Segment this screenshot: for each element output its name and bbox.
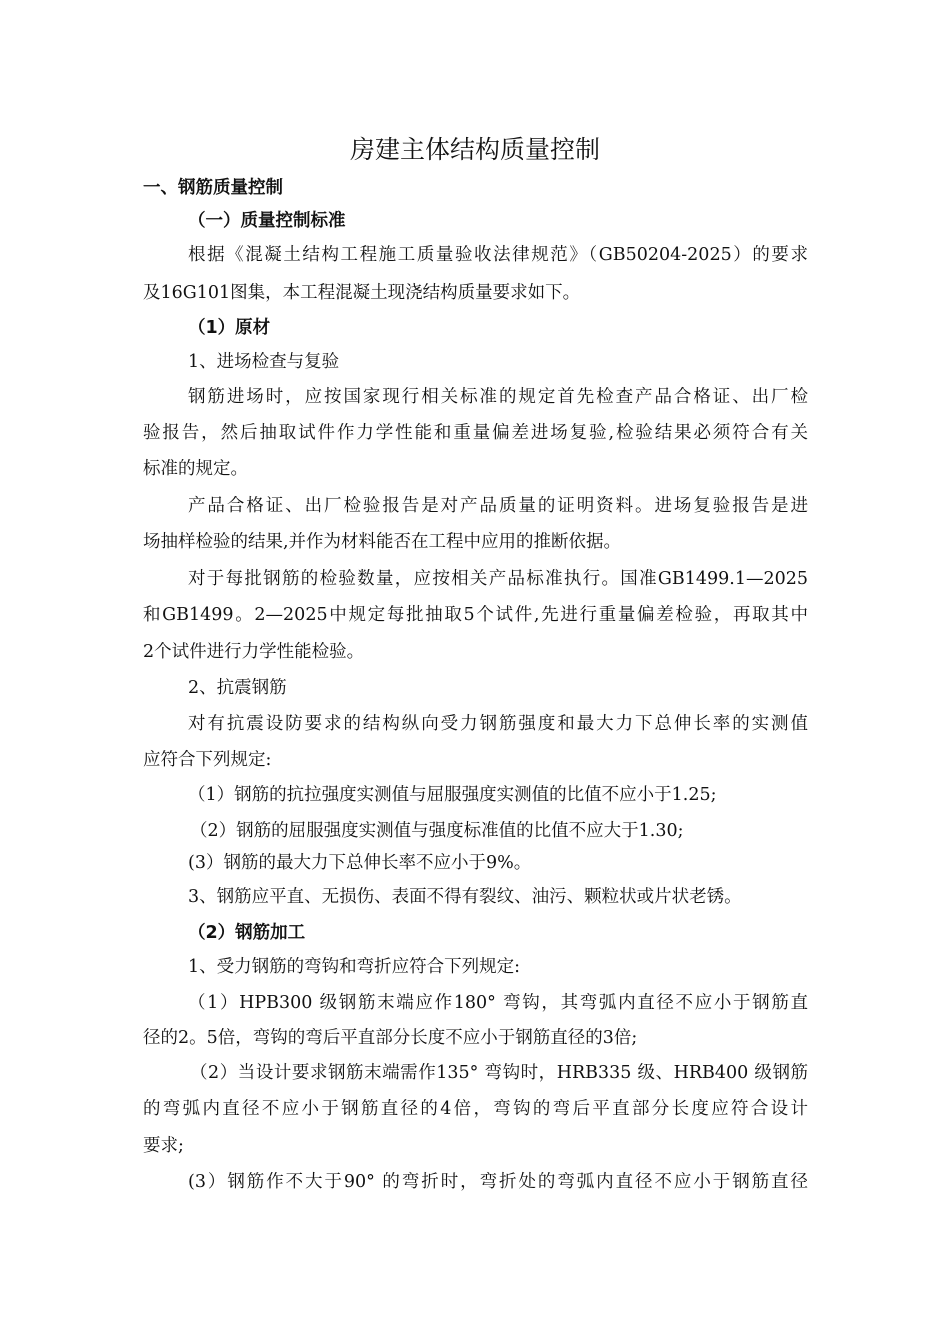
subsection-heading: （一）质量控制标准 <box>188 211 346 231</box>
paragraph-line: 2个试件进行力学性能检验。 <box>143 642 365 662</box>
paragraph-line: 2、抗震钢筋 <box>188 678 287 698</box>
section-heading: 一、钢筋质量控制 <box>143 178 283 198</box>
page-title: 房建主体结构质量控制 <box>349 135 600 164</box>
paragraph-line: 对于每批钢筋的检验数量，应按相关产品标准执行。国准GB1499.1—2025 <box>188 569 808 589</box>
list-item: (3）钢筋作不大于90° 的弯折时，弯折处的弯弧内直径不应小于钢筋直径 <box>188 1172 808 1192</box>
paragraph-line: 场抽样检验的结果,并作为材料能否在工程中应用的推断依据。 <box>143 532 622 552</box>
list-item: （1）钢筋的抗拉强度实测值与屈服强度实测值的比值不应小于1.25; <box>188 785 717 805</box>
item-heading: （2）钢筋加工 <box>188 923 306 943</box>
paragraph-line: 的弯弧内直径不应小于钢筋直径的4倍，弯钩的弯后平直部分长度应符合设计 <box>143 1099 808 1119</box>
list-item: （2）钢筋的屈服强度实测值与强度标准值的比值不应大于1.30; <box>190 821 684 841</box>
paragraph-line: 及16G101图集，本工程混凝土现浇结构质量要求如下。 <box>143 283 581 303</box>
paragraph-line: 产品合格证、出厂检验报告是对产品质量的证明资料。进场复验报告是进 <box>188 496 808 516</box>
paragraph-line: 1、进场检查与复验 <box>188 352 340 372</box>
paragraph-line: 验报告，然后抽取试件作力学性能和重量偏差进场复验,检验结果必须符合有关 <box>143 423 808 443</box>
paragraph-line: 和GB1499。2—2025中规定每批抽取5个试件,先进行重量偏差检验，再取其中 <box>143 605 808 625</box>
paragraph-line: 1、受力钢筋的弯钩和弯折应符合下列规定: <box>188 957 521 977</box>
list-item: （1）HPB300 级钢筋末端应作180° 弯钩，其弯弧内直径不应小于钢筋直 <box>188 993 808 1013</box>
paragraph-line: 要求; <box>143 1136 184 1156</box>
paragraph-line: 对有抗震设防要求的结构纵向受力钢筋强度和最大力下总伸长率的实测值 <box>188 714 808 734</box>
paragraph-line: 标准的规定。 <box>143 459 248 479</box>
item-heading: （1）原材 <box>188 318 271 338</box>
paragraph-line: 钢筋进场时，应按国家现行相关标准的规定首先检查产品合格证、出厂检 <box>188 387 808 407</box>
paragraph-line: 3、钢筋应平直、无损伤、表面不得有裂纹、油污、颗粒状或片状老锈。 <box>188 887 742 907</box>
paragraph-line: 根据《混凝土结构工程施工质量验收法律规范》（GB50204-2025）的要求 <box>188 245 808 265</box>
list-item: （2）当设计要求钢筋末端需作135° 弯钩时，HRB335 级、HRB400 级钢筋 <box>190 1063 808 1083</box>
list-item: (3）钢筋的最大力下总伸长率不应小于9%。 <box>188 853 532 873</box>
paragraph-line: 应符合下列规定: <box>143 750 272 770</box>
paragraph-line: 径的2。5倍，弯钩的弯后平直部分长度不应小于钢筋直径的3倍; <box>143 1028 638 1048</box>
